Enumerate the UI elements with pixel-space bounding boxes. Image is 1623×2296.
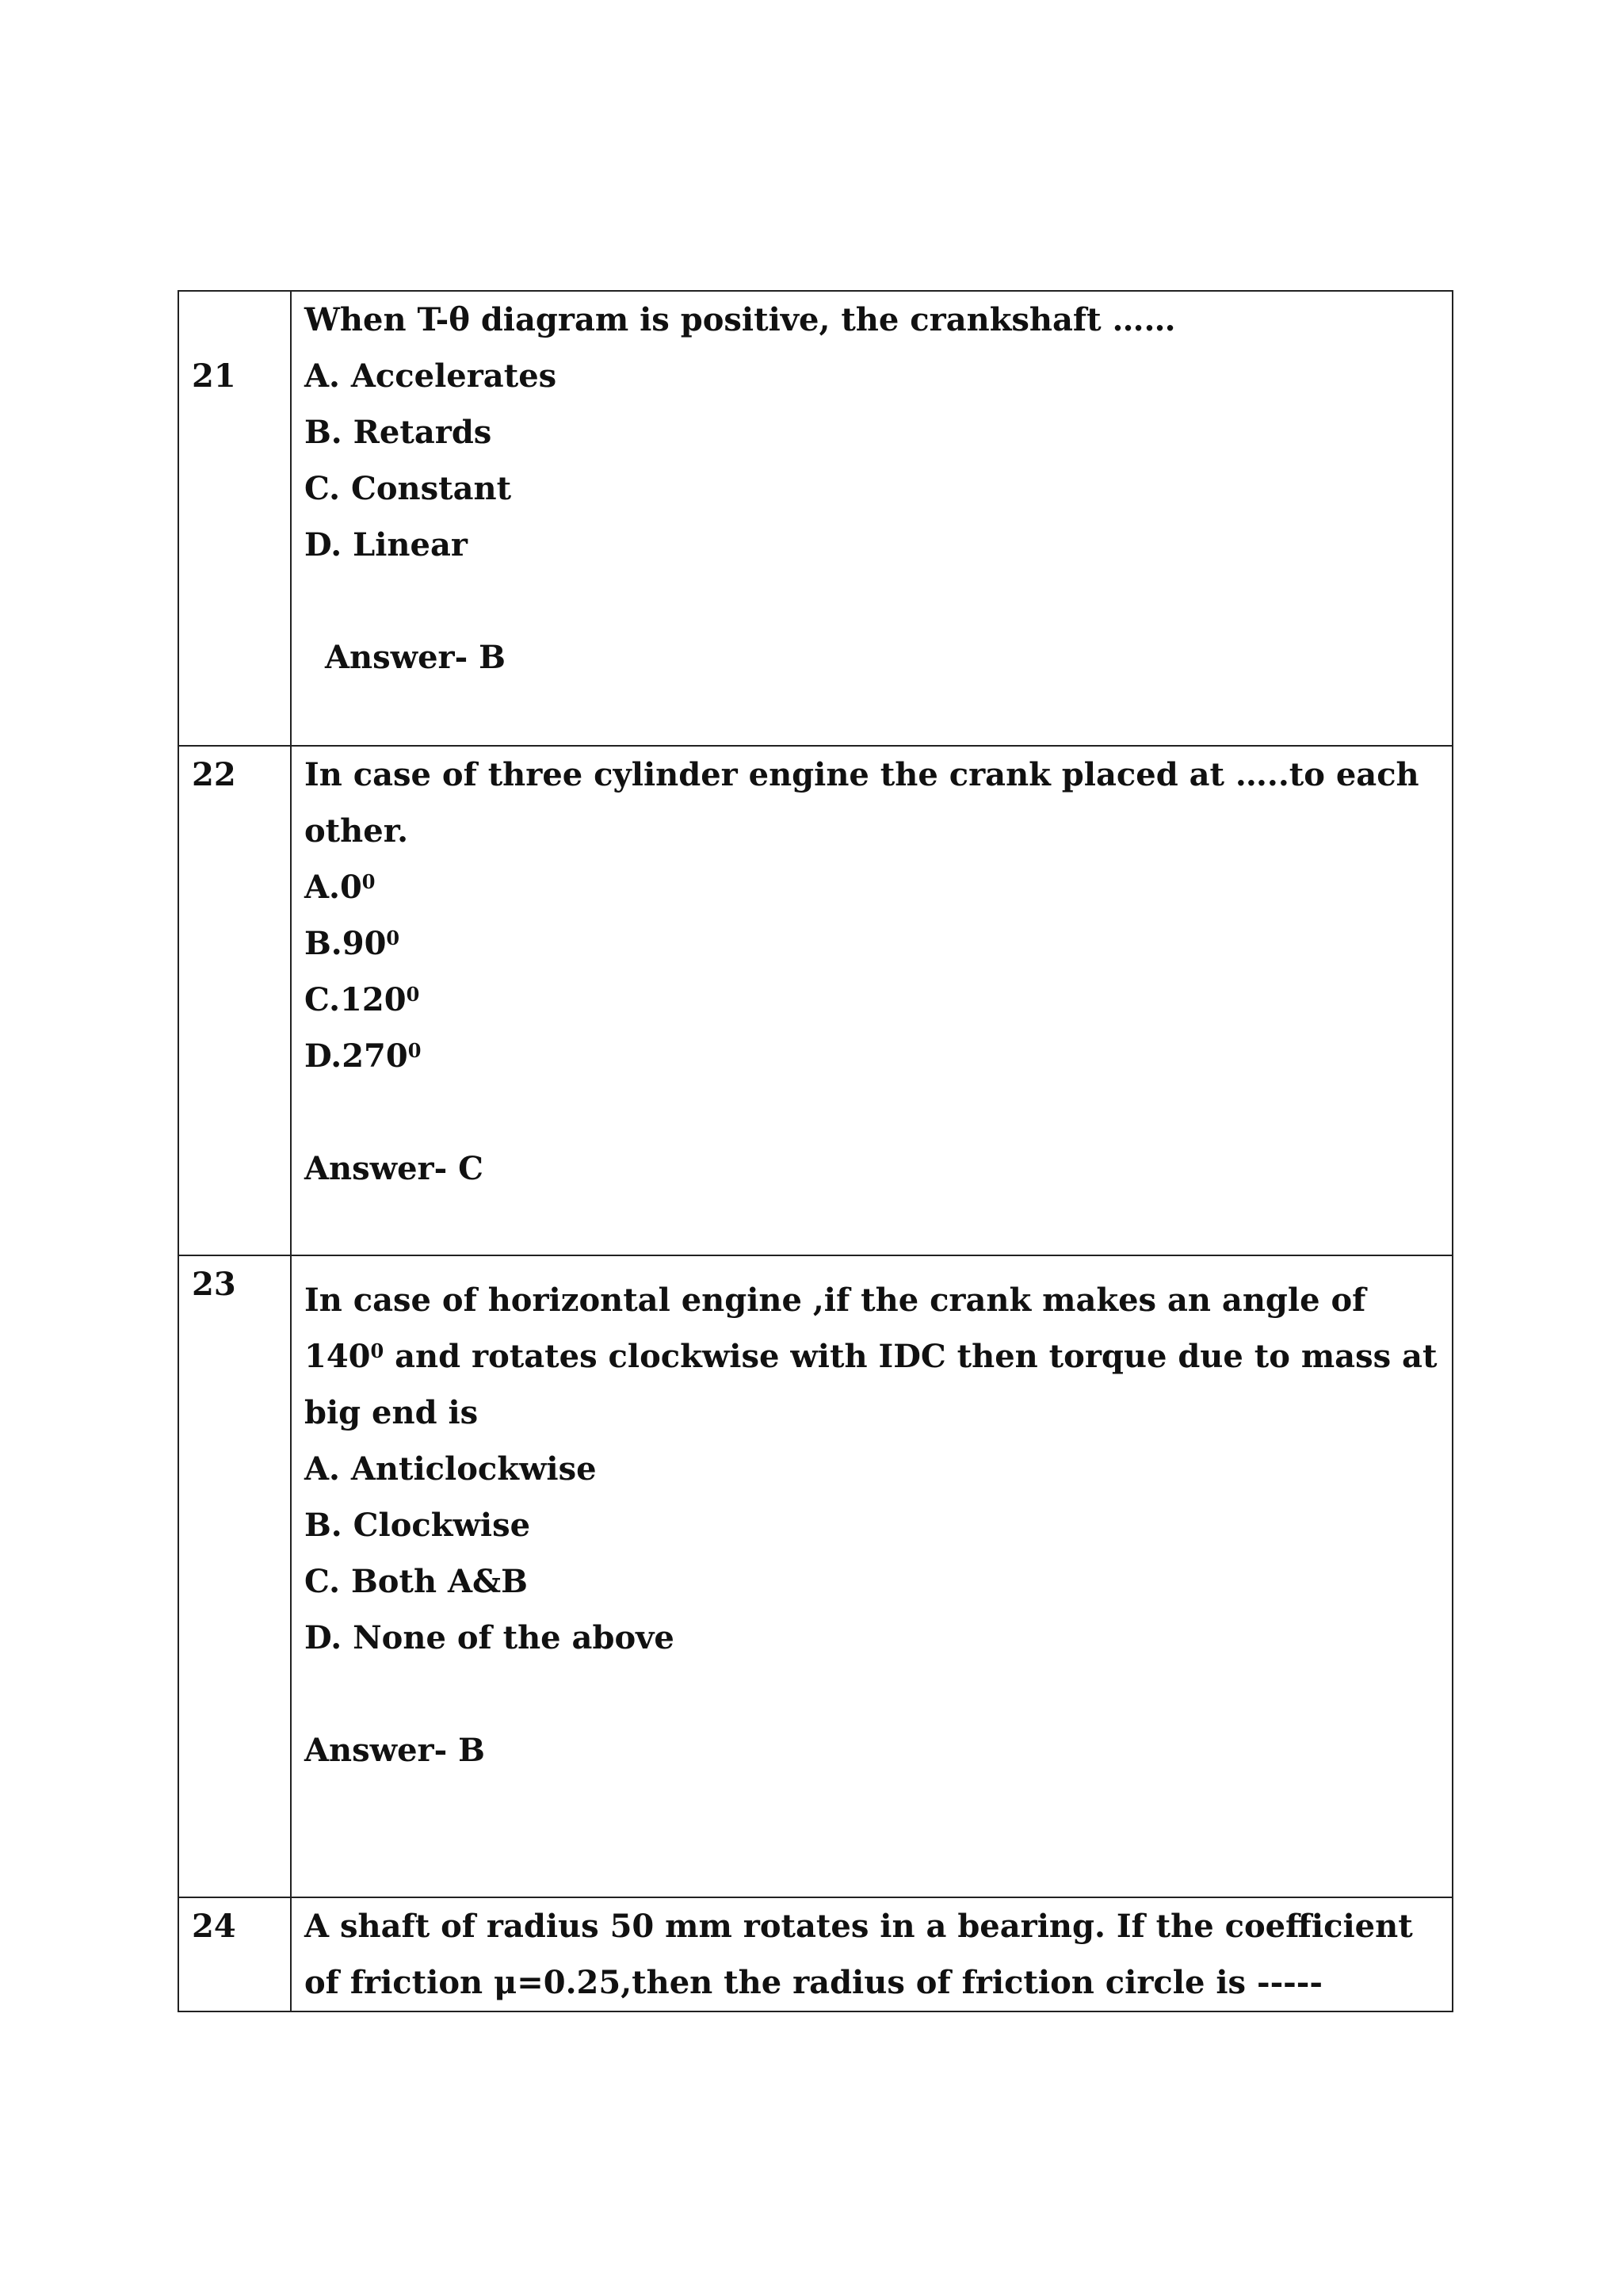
degree-superscript: 0 bbox=[407, 1039, 422, 1062]
question-number-cell bbox=[178, 746, 291, 1255]
option-b: B. Retards bbox=[304, 414, 492, 451]
question-text: A shaft of radius 50 mm rotates in a bearing. If the coefficient of friction μ=0.25,then the radius of friction circle is ----- bbox=[304, 1908, 1413, 2001]
option-a: A. Anticlockwise bbox=[304, 1450, 597, 1488]
question-content-cell bbox=[291, 1255, 1453, 1897]
answer-text: Answer- C bbox=[304, 1150, 483, 1187]
question-row-21 bbox=[178, 291, 1453, 746]
option-d: D.270$^0$ bbox=[304, 1037, 422, 1075]
question-number: 22 bbox=[192, 756, 236, 793]
option-a: $A.0^0$ bbox=[304, 869, 376, 906]
question-number: 21 bbox=[192, 357, 236, 395]
option-d: D. None of the above bbox=[304, 1619, 674, 1656]
question-number-cell bbox=[178, 291, 291, 746]
question-content-cell bbox=[291, 291, 1453, 746]
question-number: 23 bbox=[192, 1266, 236, 1303]
question-content-cell bbox=[291, 746, 1453, 1255]
question-text: When T-θ diagram is positive, the crankshaft …… bbox=[304, 301, 1176, 338]
question-number-cell bbox=[178, 1255, 291, 1897]
question-text: In case of horizontal engine ,if the crank makes an angle of $140^0$ and rotates clockwise with IDC then torque due to mass at big end is bbox=[304, 1282, 1438, 1431]
degree-superscript: 0 bbox=[370, 1339, 384, 1362]
option-b: B. Clockwise bbox=[304, 1507, 531, 1544]
degree-superscript: 0 bbox=[386, 926, 400, 949]
option-c: C. Both A&B bbox=[304, 1563, 528, 1600]
answer-text: Answer- B bbox=[325, 639, 506, 676]
question-content-cell bbox=[291, 1897, 1453, 2011]
option-d: D. Linear bbox=[304, 526, 468, 563]
question-row-23 bbox=[178, 1255, 1453, 1897]
question-table bbox=[178, 290, 1453, 2012]
option-b: $B.90^0$ bbox=[304, 925, 400, 962]
answer-text: Answer- B bbox=[304, 1732, 485, 1769]
question-number: 24 bbox=[192, 1908, 236, 1945]
option-c: C.120$^0$ bbox=[304, 981, 420, 1018]
option-a: A. Accelerates bbox=[304, 357, 557, 395]
question-text: In case of three cylinder engine the crank placed at …..to each other. bbox=[304, 756, 1419, 850]
degree-superscript: 0 bbox=[406, 983, 420, 1006]
question-row-22 bbox=[178, 746, 1453, 1255]
question-row-24 bbox=[178, 1897, 1453, 2011]
question-number-cell bbox=[178, 1897, 291, 2011]
degree-superscript: 0 bbox=[361, 870, 376, 893]
option-c: C. Constant bbox=[304, 470, 512, 507]
